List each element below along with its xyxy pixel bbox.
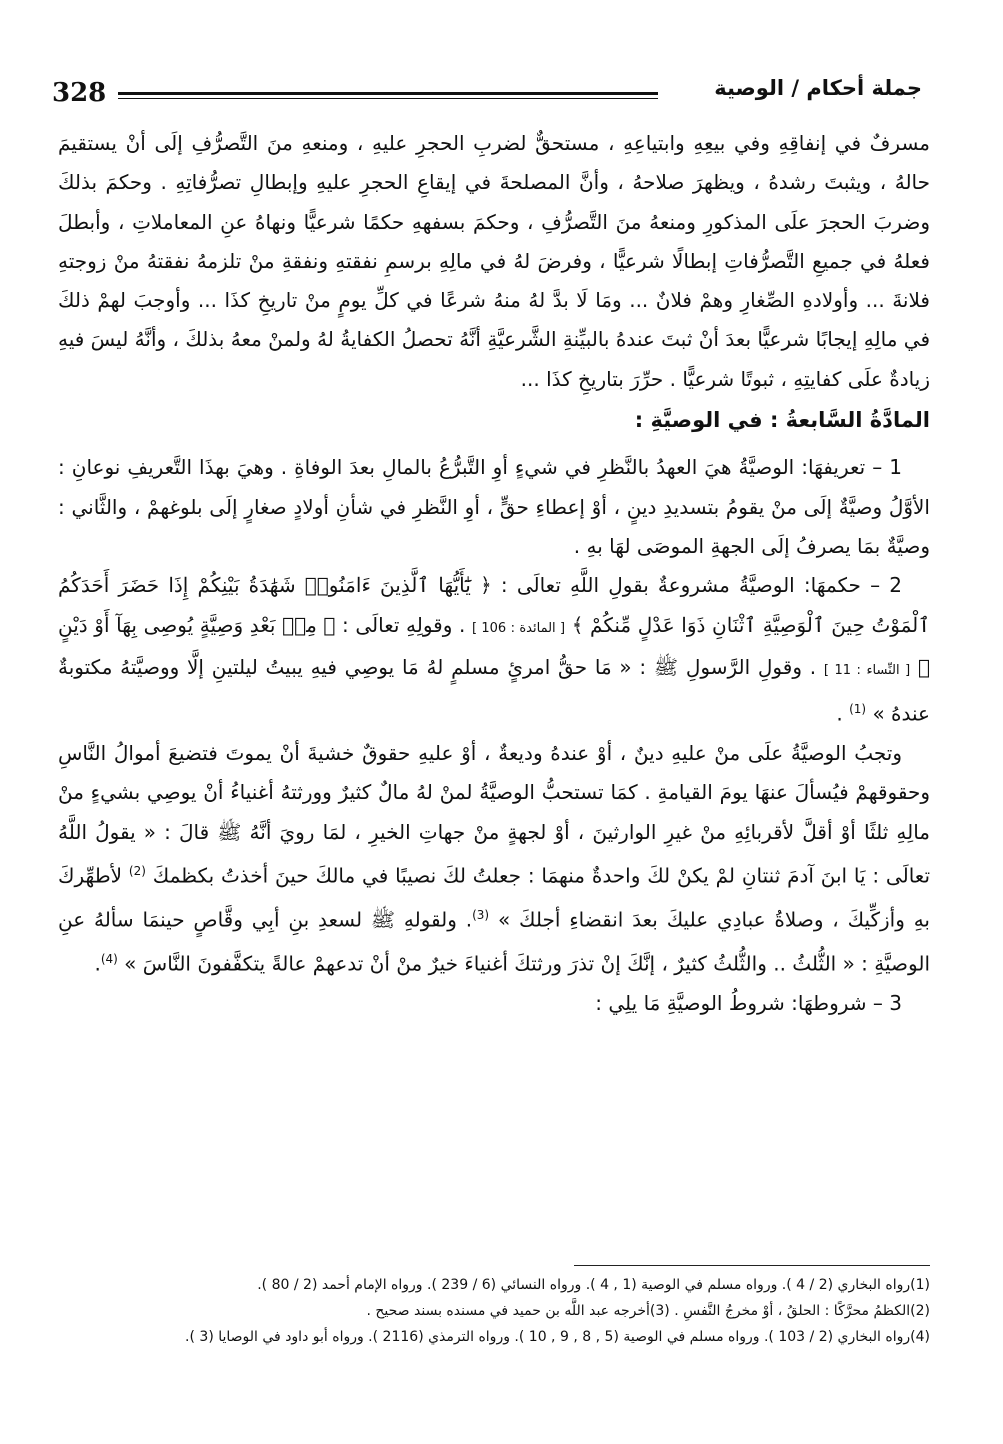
footnote-line: (2)الكظمُ محرَّكًا : الحلقُ ، أوْ مخرجُ النَّفسِ . (3)أخرجه عبد اللَّه بن حميد في مسنده بسند صحيح . — [366, 1303, 930, 1319]
footnote-marker-2: (2) — [128, 864, 146, 878]
footnote-marker-3: (3) — [472, 907, 490, 922]
footnote-line: (1)رواه البخاري (2 / 4 ). ورواه مسلم في الوصية (1 , 4 ). ورواه النسائي (6 / 239 ). ورواه الإمام أحمد (2 / 80 ). — [257, 1277, 930, 1293]
footnote-line: (4)رواه البخاري (2 / 103 ). ورواه مسلم في الوصية (5 , 8 , 9 , 10 ). ورواه الترمذي (2116 ). ورواه أبو داود في الوصايا (3 ). — [185, 1329, 930, 1345]
running-title: جملة أحكام / الوصية — [714, 76, 922, 100]
verse-reference-2: [ النِّساء : 11 ] — [823, 662, 911, 678]
obligation-text-3: . ولقولهِ ﷺ لسعدِ بنِ أبِي وقَّاصٍ حينمَا سألهُ عنِ الوصيَّةِ : « الثُّلثُ .. والثُّلثُ كثيرٌ ، إنَّكَ إنْ تذرَ ورثتكَ أغنياءَ خيرٌ منْ أنْ تدعهمْ عالةً يتكفَّفونَ النَّاسَ » — [58, 907, 930, 976]
obligation-text-1: وتجبُ الوصيَّةُ علَى منْ عليهِ دينٌ ، أوْ عندهُ وديعةٌ ، أوْ عليهِ حقوقٌ خشيةَ أنْ يموتَ فتضيعَ أموالُ النَّاسِ وحقوقهمْ فيُسألَ عنهَا يومَ القيامةِ . كمَا تستحبُّ الوصيَّةُ لمنْ لهُ مالٌ كثيرٌ وورثتهُ أغنياءُ أنْ يوصِي بشيءٍ منْ مالِهِ ثلثًا أوْ أقلَّ لأقربائِهِ منْ غيرِ الوارثينَ ، أوْ لجهةٍ منْ جهاتِ الخيرِ ، لمَا رويَ أنَّهُ ﷺ قالَ : « يقولُ اللَّهُ تعالَى : يَا ابنَ آدمَ ثنتانِ لمْ يكنْ لكَ واحدةٌ منهمَا : جعلتُ لكَ نصيبًا في مالكَ حينَ أخذتُ بكظمكَ — [58, 741, 931, 888]
paragraph-obligation — [58, 734, 930, 984]
paragraph-definition: 1 – تعريفهَا: الوصيَّةُ هيَ العهدُ بالنَّظرِ في شيءٍ أوِ التَّبرُّعُ بالمالِ بعدَ الوفاةِ . وهيَ بهذَا التَّعريفِ نوعانِ : الأوَّلُ وصيَّةٌ إلَى منْ يقومُ بتسديدِ دينٍ ، أوْ إعطاءِ حقٍّ ، أوِ النَّظرِ في شأنِ أولادٍ صغارٍ إلَى بلوغهمْ ، والثَّاني : وصيَّةٌ بمَا يصرفُ إلَى الجهةِ الموصَى لهَا بهِ . — [58, 455, 930, 558]
header-rule — [118, 92, 658, 99]
quran-verse-1: ﴿ يَٰٓأَيُّهَا ٱلَّذِينَ ءَامَنُوا۟ شَهَٰدَةُ بَيْنِكُمْ إِذَا حَضَرَ أَحَدَكُمُ ٱلْمَوْتُ حِينَ ٱلْوَصِيَّةِ ٱثْنَانِ ذَوَا عَدْلٍ مِّنكُمْ ﴾ — [58, 573, 930, 637]
ruling-text-2: . وقولِهِ تعالَى : — [335, 612, 472, 637]
paragraph-conditions: 3 – شروطهَا: شروطُ الوصيَّةِ مَا يلِي : — [595, 990, 902, 1015]
section-heading: المادَّةُ السَّابعةُ : في الوصيَّةِ : — [634, 408, 930, 433]
main-text — [58, 124, 930, 1023]
paragraph-ruling: 2 – حكمهَا: الوصيَّةُ مشروعةٌ بقولِ اللَّهِ تعالَى : ﴿ يَٰٓأَيُّهَا ٱلَّذِينَ ءَامَنُوا۟ شَهَٰدَةُ بَيْنِكُمْ إِذَا حَضَرَ أَحَدَكُمُ ٱلْمَوْتُ حِينَ ٱلْوَصِيَّةِ ٱثْنَانِ ذَوَا عَدْلٍ مِّنكُمْ ﴾ [ المائدة : 106 ] . وقولِهِ تعالَى : ﴿ مِنۢ بَعْدِ وَصِيَّةٍ يُوصِى بِهَآ أَوْ دَيْنٍ ﴾ [ النِّساء : 11 ] . وقولِ الرَّسولِ ﷺ : « مَا حقُّ امرئٍ مسلمٍ لهُ مَا يوصِي فيهِ يبيتُ ليلتينِ إلَّا ووصيَّتهُ مكتوبةٌ عندهُ » $^{(1)}$ . — [58, 573, 930, 726]
footnote-separator — [574, 1265, 930, 1266]
ruling-text-3: . وقولِ الرَّسولِ ﷺ : « مَا حقُّ امرئٍ مسلمٍ لهُ مَا يوصِي فيهِ يبيتُ ليلتينِ إلَّا ووصيَّتهُ مكتوبةٌ عندهُ » — [58, 654, 930, 726]
page-number: 328 — [52, 78, 107, 108]
footnotes — [60, 1272, 930, 1350]
ruling-text-1: 2 – حكمهَا: الوصيَّةُ مشروعةٌ بقولِ اللَّهِ تعالَى : — [491, 573, 902, 598]
footnote-marker-4: (4) — [100, 951, 118, 966]
obligation-end: . — [94, 951, 101, 976]
paragraph-court-ruling: مسرفٌ في إنفاقِهِ وفي بيعِهِ وابتياعِهِ ، مستحقٌّ لضربِ الحجرِ عليهِ ، ومنعهِ منَ التَّصرُّفِ إلَى أنْ يستقيمَ حالهُ ، ويثبتَ رشدهُ ، ويظهرَ صلاحهُ ، وأنَّ المصلحةَ في إيقاعِ الحجرِ عليهِ وإبطالِ تصرُّفاتِهِ . وحكمَ بذلكَ وضربَ الحجرَ علَى المذكورِ ومنعهُ منَ التَّصرُّفِ ، وحكمَ بسفههِ حكمًا شرعيًّا ونهاهُ عنِ المعاملاتِ ، وأبطلَ فعلهُ في جميعِ التَّصرُّفاتِ إبطالًا شرعيًّا ، وفرضَ لهُ في مالِهِ برسمِ نفقتهِ ونفقةِ منْ تلزمهُ نفقتهُ منْ زوجتهِ فلانةَ ... وأولادهِ الصِّغارِ وهمْ فلانٌ ... ومَا لَا بدَّ لهُ منهُ شرعًا في كلِّ يومٍ منْ تاريخِ كذَا ... وأوجبَ لهمْ ذلكَ في مالِهِ إيجابًا شرعيًّا بعدَ أنْ ثبتَ عندهُ بالبيِّنةِ الشَّرعيَّةِ أنَّهُ تحصلُ الكفايةُ لهُ ولمنْ معهُ بذلكَ ، وأنَّهُ ليسَ فيهِ زيادةٌ علَى كفايتِهِ ، ثبوتًا شرعيًّا . حرِّرَ بتاريخِ كذَا ... — [58, 131, 930, 391]
obligation-text-2: لأطهِّركَ بهِ وأزكِّيكَ ، وصلاةُ عبادِي عليكَ بعدَ انقضاءِ أجلكَ » — [58, 863, 930, 932]
verse-reference-1: [ المائدة : 106 ] — [471, 620, 566, 636]
page-header — [52, 74, 922, 118]
footnote-marker-1: (1) — [849, 702, 867, 717]
quran-verse-2: ﴿ مِنۢ بَعْدِ وَصِيَّةٍ يُوصِى بِهَآ أَوْ دَيْنٍ ﴾ — [58, 612, 930, 679]
